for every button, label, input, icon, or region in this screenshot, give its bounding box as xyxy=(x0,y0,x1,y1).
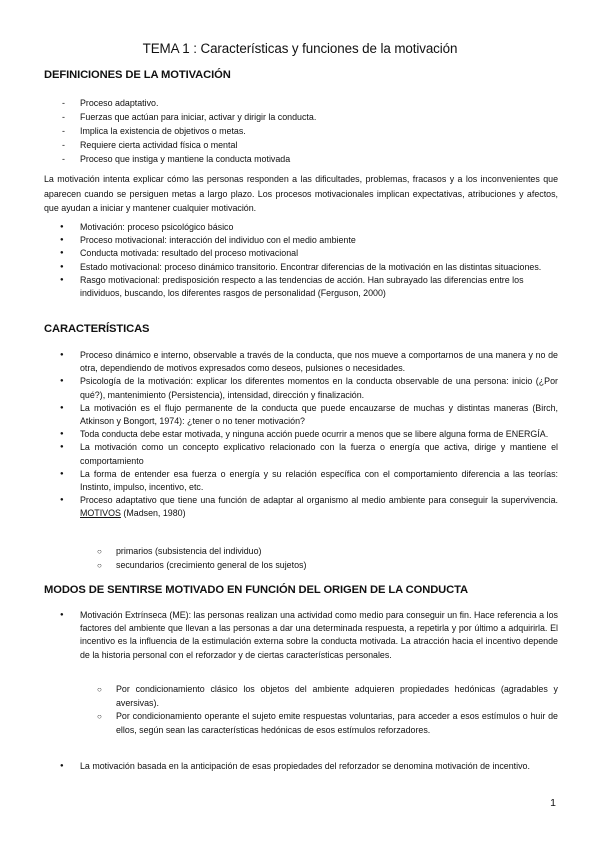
sub-list-item: ○ Por condicionamiento clásico los objetos del ambiente adquieren propiedades hedónicas (agradables y aversivas). xyxy=(80,683,558,710)
definitions-dash-list xyxy=(60,96,560,166)
list-item: ● Motivación: proceso psicológico básico xyxy=(44,221,558,234)
sub-list-item: ○ primarios (subsistencia del individuo) xyxy=(80,545,520,559)
list-item: ● Proceso dinámico e interno, observable a través de la conducta, que nos mueve a comportarnos de una manera y no de otra, dependiendo de motivos expresados como deseos, pulsiones o necesidades. xyxy=(44,349,558,375)
heading-modos: MODOS DE SENTIRSE MOTIVADO EN FUNCIÓN DEL ORIGEN DE LA CONDUCTA xyxy=(44,584,469,596)
list-item: - Proceso adaptativo. xyxy=(60,96,560,110)
modos-sub-list xyxy=(80,683,558,737)
list-item: ● Toda conducta debe estar motivada, y ninguna acción puede ocurrir a menos que se libere alguna forma de ENERGÍA. xyxy=(44,428,558,441)
motivos-sub-list xyxy=(80,545,520,572)
definitions-paragraph: La motivación intenta explicar cómo las personas responden a las dificultades, problemas, fracasos y a los inconvenientes que aparecen cuando se persiguen metas a largo plazo. Los procesos motivacionales implican expectativas, atribuciones y afectos, que ayudan a iniciar y mantener cualquier motivación. xyxy=(44,174,558,214)
incentive-bullet-list xyxy=(44,760,558,773)
page-number: 1 xyxy=(550,797,556,809)
list-item: ● Proceso motivacional: interacción del individuo con el medio ambiente xyxy=(44,234,558,247)
list-item: ● Motivación Extrínseca (ME): las personas realizan una actividad como medio para conseguir un fin. Hace referencia a los factores del ambiente que llevan a las personas a dar una determinada respuesta, a repetirla y por último a adquirirla. El incentivo es la influencia de la estimulación externa sobre la conducta motivada. La atracción hacia el incentivo depende de la historia personal con el reforzador y de ciertas características personales. xyxy=(44,609,558,662)
characteristics-bullet-list xyxy=(44,349,558,521)
page-title: TEMA 1 : Características y funciones de la motivación xyxy=(142,41,458,56)
sub-list-item: ○ secundarios (crecimiento general de los sujetos) xyxy=(80,559,520,573)
list-item xyxy=(44,494,558,520)
list-item: ● Conducta motivada: resultado del proceso motivacional xyxy=(44,247,558,260)
list-item: ● La forma de entender esa fuerza o energía y su relación específica con el comportamiento diferencia a las teorías: Instinto, impulso, incentivo, etc. xyxy=(44,468,558,494)
list-item: - Fuerzas que actúan para iniciar, activar y dirigir la conducta. xyxy=(60,110,560,124)
heading-definiciones: DEFINICIONES DE LA MOTIVACIÓN xyxy=(44,69,231,81)
list-item: ● La motivación basada en la anticipación de esas propiedades del reforzador se denomina motivación de incentivo. xyxy=(44,760,558,773)
list-item-text: Proceso adaptativo que tiene una función de adaptar al organismo al medio ambiente para conseguir la supervivencia. xyxy=(80,495,558,506)
list-item: - Proceso que instiga y mantiene la conducta motivada xyxy=(60,152,560,166)
sub-list-item: ○ Por condicionamiento operante el sujeto emite respuestas voluntarias, para acceder a esos estímulos o huir de ellos, según sean las características hedónicas de esos estímulos reforzadores. xyxy=(80,710,558,737)
motivos-link[interactable]: MOTIVOS xyxy=(80,508,121,519)
modos-bullet-list xyxy=(44,609,558,662)
list-item: ● Psicología de la motivación: explicar los diferentes momentos en la conducta observable de una persona: inicio (¿Por qué?), mantenimiento (Persistencia), intensidad, dirección y finalización. xyxy=(44,375,558,401)
list-item: ● La motivación es el flujo permanente de la conducta que puede encauzarse de muchas y distintas maneras (Birch, Atkinson y Bongort, 1974): ¿tener o no tener motivación? xyxy=(44,402,558,428)
motivos-citation: (Madsen, 1980) xyxy=(123,508,186,519)
list-item: ● Rasgo motivacional: predisposición respecto a las tendencias de acción. Han subrayado las diferencias entre los individuos, buscando, los diferentes rasgos de personalidad (Ferguson, 2000) xyxy=(44,274,558,300)
list-item: ● Estado motivacional: proceso dinámico transitorio. Encontrar diferencias de la motivación en las distintas situaciones. xyxy=(44,261,558,274)
heading-caracteristicas: CARACTERÍSTICAS xyxy=(44,323,150,335)
list-item: - Implica la existencia de objetivos o metas. xyxy=(60,124,560,138)
definitions-bullet-list xyxy=(44,221,558,300)
list-item: ● La motivación como un concepto explicativo relacionado con la fuerza o energía que activa, dirige y mantiene el comportamiento xyxy=(44,441,558,467)
list-item: - Requiere cierta actividad física o mental xyxy=(60,138,560,152)
